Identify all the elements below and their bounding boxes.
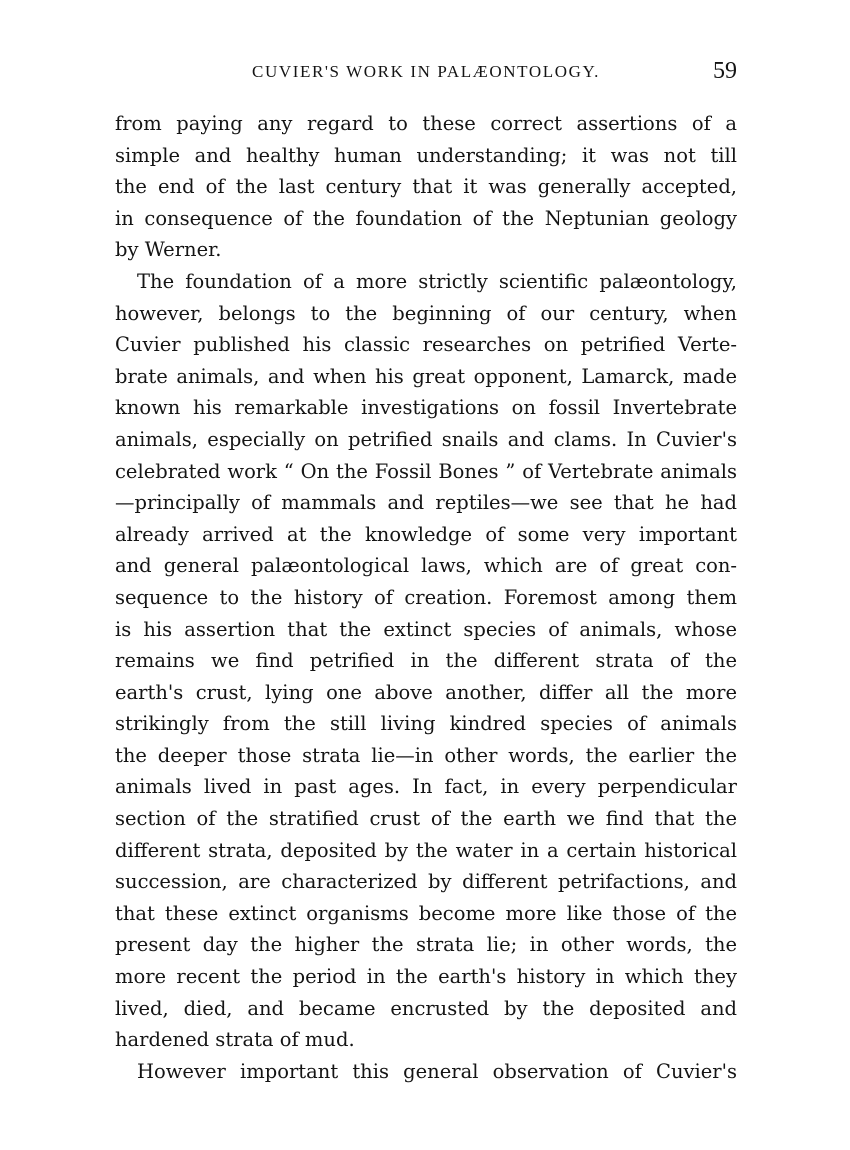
- text-line: more recent the period in the earth's history in which they: [115, 965, 737, 989]
- text-line: —principally of mammals and reptiles—we see that he had: [115, 491, 737, 515]
- body-text: [115, 108, 737, 1087]
- text-line: present day the higher the strata lie; in other words, the: [115, 933, 737, 957]
- paragraph: [115, 1056, 737, 1088]
- text-line: different strata, deposited by the water in a certain historical: [115, 838, 737, 862]
- text-line: The foundation of a more strictly scientific palæontology,: [137, 269, 737, 293]
- text-line: and general palæontological laws, which are of great con-: [115, 554, 737, 578]
- text-line: however, belongs to the beginning of our century, when: [115, 301, 737, 325]
- text-line: succession, are characterized by different petrifactions, and: [115, 870, 737, 894]
- text-line: remains we find petrified in the different strata of the: [115, 649, 737, 673]
- text-line: Cuvier published his classic researches on petrified Verte-: [115, 333, 737, 357]
- running-head: [115, 60, 737, 90]
- text-line: the end of the last century that it was generally accepted,: [115, 175, 737, 199]
- text-line: animals, especially on petrified snails and clams. In Cuvier's: [115, 427, 737, 451]
- text-line: strikingly from the still living kindred species of animals: [115, 712, 737, 736]
- paragraph: [115, 266, 737, 1056]
- text-line: hardened strata of mud.: [115, 1028, 355, 1052]
- page-number: 59: [713, 58, 737, 84]
- text-line: is his assertion that the extinct species of animals, whose: [115, 617, 737, 641]
- text-line: the deeper those strata lie—in other words, the earlier the: [115, 743, 737, 767]
- text-line: section of the stratified crust of the earth we find that the: [115, 807, 737, 831]
- text-line: already arrived at the knowledge of some very important: [115, 522, 737, 546]
- text-line: from paying any regard to these correct assertions of a: [115, 112, 737, 135]
- text-line: lived, died, and became encrusted by the deposited and: [115, 996, 737, 1020]
- text-line: in consequence of the foundation of the Neptunian geology: [115, 206, 737, 230]
- text-line: earth's crust, lying one above another, differ all the more: [115, 680, 737, 704]
- paragraph: [115, 108, 737, 266]
- text-line: that these extinct organisms become more like those of the: [115, 901, 737, 925]
- running-title: CUVIER'S WORK IN PALÆONTOLOGY.: [252, 62, 600, 81]
- text-line: brate animals, and when his great opponent, Lamarck, made: [115, 364, 737, 388]
- text-line: simple and healthy human understanding; it was not till: [115, 143, 737, 167]
- text-line: animals lived in past ages. In fact, in every perpendicular: [115, 775, 737, 799]
- text-line: known his remarkable investigations on fossil Invertebrate: [115, 396, 737, 420]
- text-line: celebrated work “ On the Fossil Bones ” of Vertebrate animals: [115, 459, 737, 483]
- text-line: However important this general observation of Cuvier's: [137, 1059, 737, 1083]
- text-line: by Werner.: [115, 238, 222, 262]
- text-line: sequence to the history of creation. Foremost among them: [115, 585, 737, 609]
